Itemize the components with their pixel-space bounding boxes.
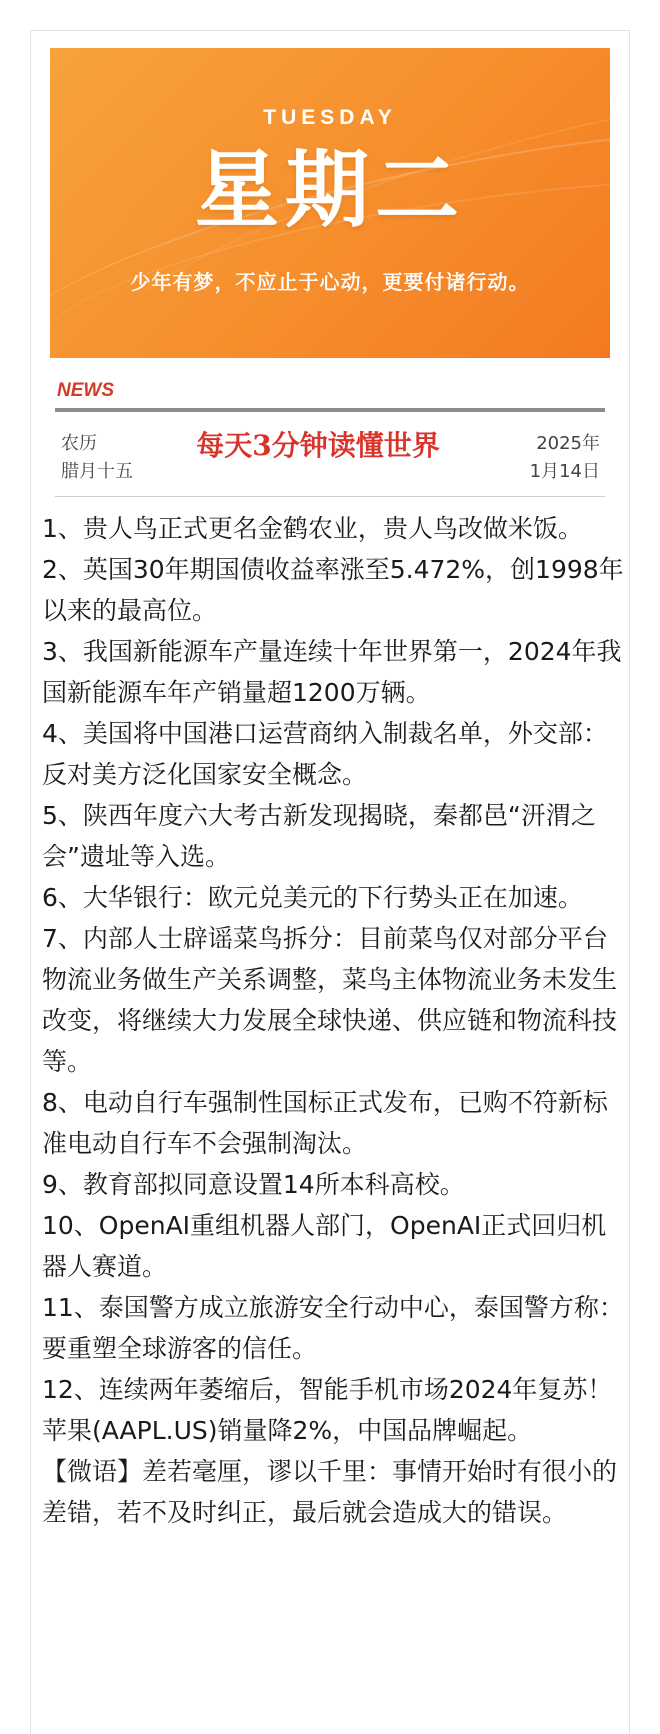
- header-bottom-divider: [55, 496, 605, 497]
- gregorian-date-block: [510, 430, 600, 486]
- news-item: 12、连续两年萎缩后，智能手机市场2024年复苏！苹果(AAPL.US)销量降2%，中国品牌崛起。: [42, 1375, 613, 1445]
- lunar-date-block: [61, 430, 133, 486]
- news-item: 11、泰国警方成立旅游安全行动中心，泰国警方称：要重塑全球游客的信任。: [42, 1293, 624, 1363]
- news-item: 1、贵人鸟正式更名金鹤农业，贵人鸟改做米饭。: [42, 514, 583, 543]
- page-title: 每天3分钟读懂世界: [196, 429, 440, 462]
- weekday-english: TUESDAY: [263, 106, 397, 129]
- news-item: 2、英国30年期国债收益率涨至5.472%，创1998年以来的最高位。: [42, 555, 624, 625]
- news-item: 10、OpenAI重组机器人部门，OpenAI正式回归机器人赛道。: [42, 1211, 607, 1281]
- date-year: 2025年: [536, 433, 600, 454]
- motto: 少年有梦，不应止于心动，更要付诸行动。: [130, 270, 530, 294]
- header-divider: [55, 408, 605, 412]
- news-label: NEWS: [57, 380, 114, 401]
- lunar-label: 农历: [61, 433, 97, 454]
- news-item: 8、电动自行车强制性国标正式发布，已购不符新标准电动自行车不会强制淘汰。: [42, 1088, 608, 1158]
- quote-item: 【微语】差若毫厘，谬以千里：事情开始时有很小的差错，若不及时纠正，最后就会造成大的错误。: [42, 1457, 618, 1527]
- news-list: [42, 508, 630, 1533]
- date-month-day: 1月14日: [529, 461, 600, 482]
- weekday-banner: [50, 48, 610, 358]
- news-item: 4、美国将中国港口运营商纳入制裁名单，外交部：反对美方泛化国家安全概念。: [42, 719, 608, 789]
- news-item: 5、陕西年度六大考古新发现揭晓，秦都邑“汧渭之会”遗址等入选。: [42, 801, 596, 871]
- news-item: 6、大华银行：欧元兑美元的下行势头正在加速。: [42, 883, 583, 912]
- lunar-date: 腊月十五: [61, 461, 133, 482]
- weekday-chinese: 星期二: [194, 140, 465, 239]
- news-item: 7、内部人士辟谣菜鸟拆分：目前菜鸟仅对部分平台物流业务做生产关系调整，菜鸟主体物流业务未发生改变，将继续大力发展全球快递、供应链和物流科技等。: [42, 924, 618, 1076]
- news-item: 9、教育部拟同意设置14所本科高校。: [42, 1170, 465, 1199]
- news-item: 3、我国新能源车产量连续十年世界第一，2024年我国新能源车年产销量超1200万辆。: [42, 637, 622, 707]
